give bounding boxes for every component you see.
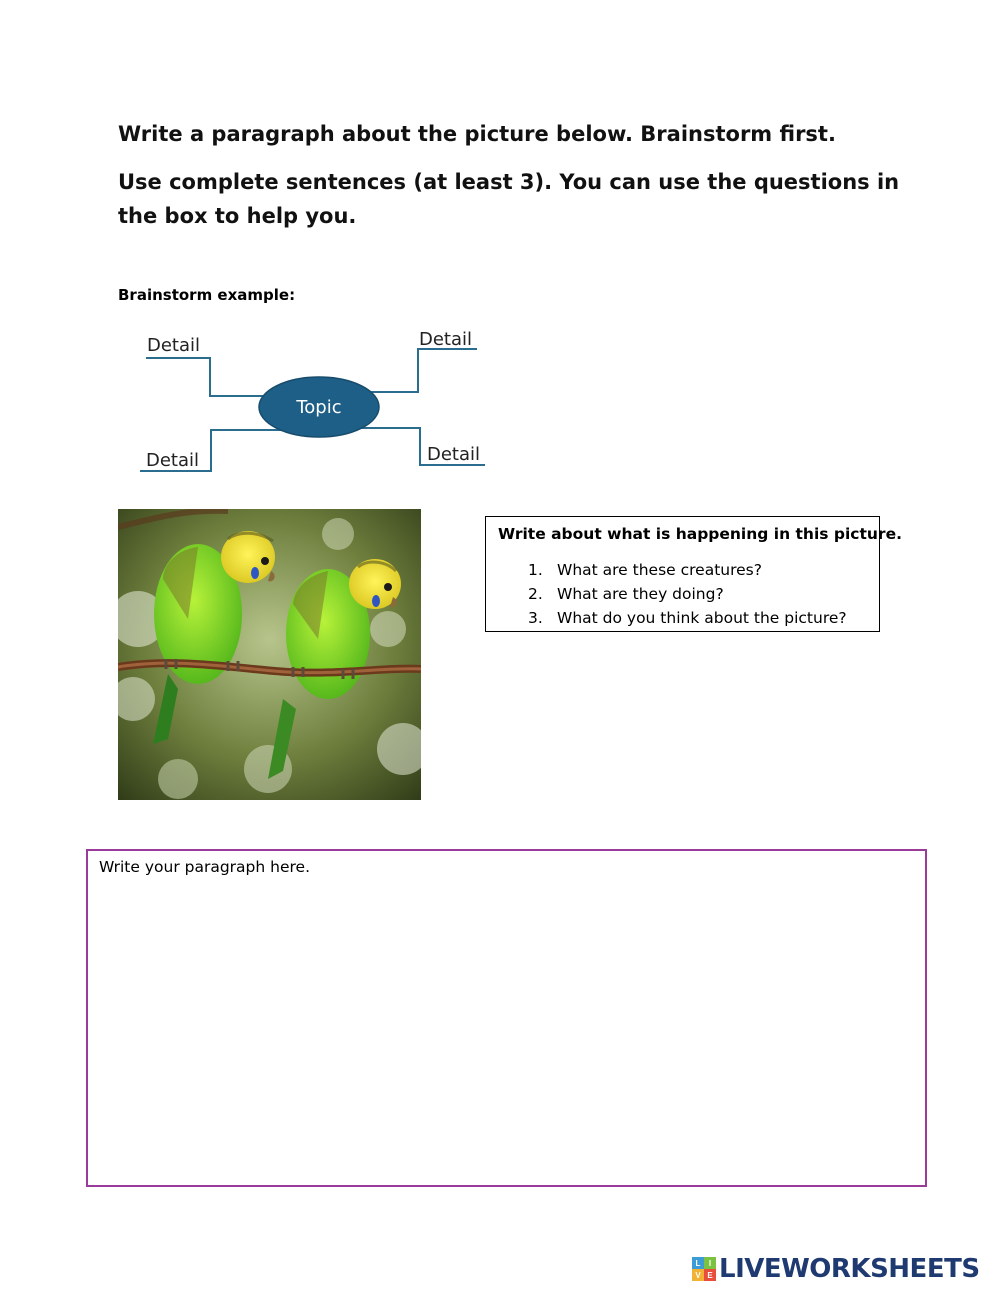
question-box [485, 516, 902, 632]
list-item [486, 561, 879, 585]
question-list [486, 561, 879, 633]
logo-letter: V [692, 1269, 704, 1281]
connector-top-right [360, 349, 477, 392]
paragraph-answer-field[interactable] [86, 849, 927, 1187]
detail-label-top-left: Detail [147, 335, 201, 356]
question-number: 3. [528, 609, 543, 627]
detail-label-top-right: Detail [419, 329, 473, 350]
answer-prompt: Write your paragraph here. [99, 858, 310, 876]
brand-name: LIVEWORKSHEETS [719, 1254, 980, 1284]
question-box-title: Write about what is happening in this picture. [498, 525, 902, 543]
question-number: 2. [528, 585, 543, 603]
connector-top-left [146, 358, 270, 396]
detail-label-bottom-left: Detail [146, 450, 200, 471]
liveworksheets-logo-icon [692, 1257, 716, 1281]
logo-letter: L [692, 1257, 704, 1269]
instruction-line-2: Use complete sentences (at least 3). You can use the questions in the box to help you. [118, 170, 900, 228]
logo-letter: E [704, 1269, 716, 1281]
topic-label: Topic [296, 397, 342, 418]
list-item [486, 585, 879, 609]
question-text: What do you think about the picture? [557, 609, 847, 627]
instruction-line-1: Write a paragraph about the picture below. Brainstorm first. [118, 122, 836, 146]
detail-label-bottom-right: Detail [427, 444, 481, 465]
question-text: What are they doing? [557, 585, 724, 603]
list-item [486, 609, 879, 633]
brainstorm-label: Brainstorm example: [118, 286, 296, 304]
liveworksheets-brand [692, 1252, 980, 1286]
question-number: 1. [528, 561, 543, 579]
question-text: What are these creatures? [557, 561, 762, 579]
budgie-photo [118, 509, 421, 800]
brainstorm-diagram [130, 322, 500, 482]
logo-letter: I [704, 1257, 716, 1269]
